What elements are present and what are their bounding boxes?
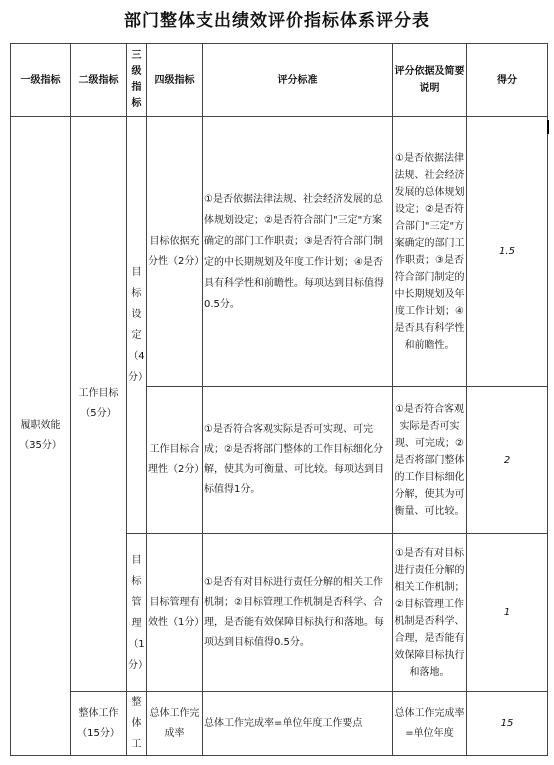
criteria-cell: 总体工作完成率=单位年度工作要点 bbox=[203, 692, 393, 756]
header-level4: 四级指标 bbox=[147, 44, 203, 117]
basis-cell: ①是否有对目标进行责任分解的相关工作机制；②目标管理工作机制是否科学、合理，是否能有效保障目标执行和落地。 bbox=[393, 534, 467, 692]
score-cell: 15 bbox=[467, 692, 548, 756]
table-row bbox=[11, 117, 548, 387]
level3-cell: 目标设定（4分） bbox=[127, 117, 147, 534]
header-level1: 一级指标 bbox=[11, 44, 71, 117]
level1-cell: 履职效能（35分） bbox=[11, 117, 71, 756]
header-criteria: 评分标准 bbox=[203, 44, 393, 117]
level3-cell: 目标管理（1分） bbox=[127, 534, 147, 692]
header-basis: 评分依据及简要说明 bbox=[393, 44, 467, 117]
page-title: 部门整体支出绩效评价指标体系评分表 bbox=[124, 11, 430, 31]
level3-cell: 整体工 bbox=[127, 692, 147, 756]
header-level3: 三级指标 bbox=[127, 44, 147, 117]
text-cursor bbox=[547, 120, 549, 134]
criteria-cell: ①是否符合客观实际是否可实现、可完成；②是否将部门整体的工作目标细化分解，使其为可衡量、可比较。每项达到目标值得1分。 bbox=[203, 387, 393, 534]
level4-cell: 总体工作完成率 bbox=[147, 692, 203, 756]
header-score: 得分 bbox=[467, 44, 548, 117]
criteria-cell: ①是否依据法律法规、社会经济发展的总体规划设定；②是否符合部门"三定"方案确定的部门工作职责；③是否符合部门制定的中长期规划及年度工作计划；④是否具有科学性和前瞻性。每项达到目标值得0.5分。 bbox=[203, 117, 393, 387]
level4-cell: 目标管理有效性（1分） bbox=[147, 534, 203, 692]
basis-cell: 总体工作完成率=单位年度 bbox=[393, 692, 467, 756]
level2-cell: 整体工作（15分） bbox=[71, 692, 127, 756]
evaluation-table-container bbox=[10, 43, 547, 756]
level4-cell: 目标依据充分性（2分） bbox=[147, 117, 203, 387]
score-cell: 1 bbox=[467, 534, 548, 692]
basis-cell: ①是否依据法律法规、社会经济发展的总体规划设定；②是否符合部门"三定"方案确定的部门工作职责；③是否符合部门制定的中长期规划及年度工作计划；④是否具有科学性和前瞻性。 bbox=[393, 117, 467, 387]
header-level2: 二级指标 bbox=[71, 44, 127, 117]
score-cell: 2 bbox=[467, 387, 548, 534]
table-row bbox=[11, 692, 548, 756]
basis-cell: ①是否符合客观实际是否可实现、可完成；②是否将部门整体的工作目标细化分解，使其为可衡量、可比较。 bbox=[393, 387, 467, 534]
score-cell: 1.5 bbox=[467, 117, 548, 387]
criteria-cell: ①是否有对目标进行责任分解的相关工作机制；②目标管理工作机制是否科学、合理，是否能有效保障目标执行和落地。每项达到目标值得0.5分。 bbox=[203, 534, 393, 692]
level2-cell: 工作目标（5分） bbox=[71, 117, 127, 692]
table-header-row bbox=[11, 44, 548, 117]
evaluation-table bbox=[10, 43, 548, 756]
level4-cell: 工作目标合理性（2分） bbox=[147, 387, 203, 534]
